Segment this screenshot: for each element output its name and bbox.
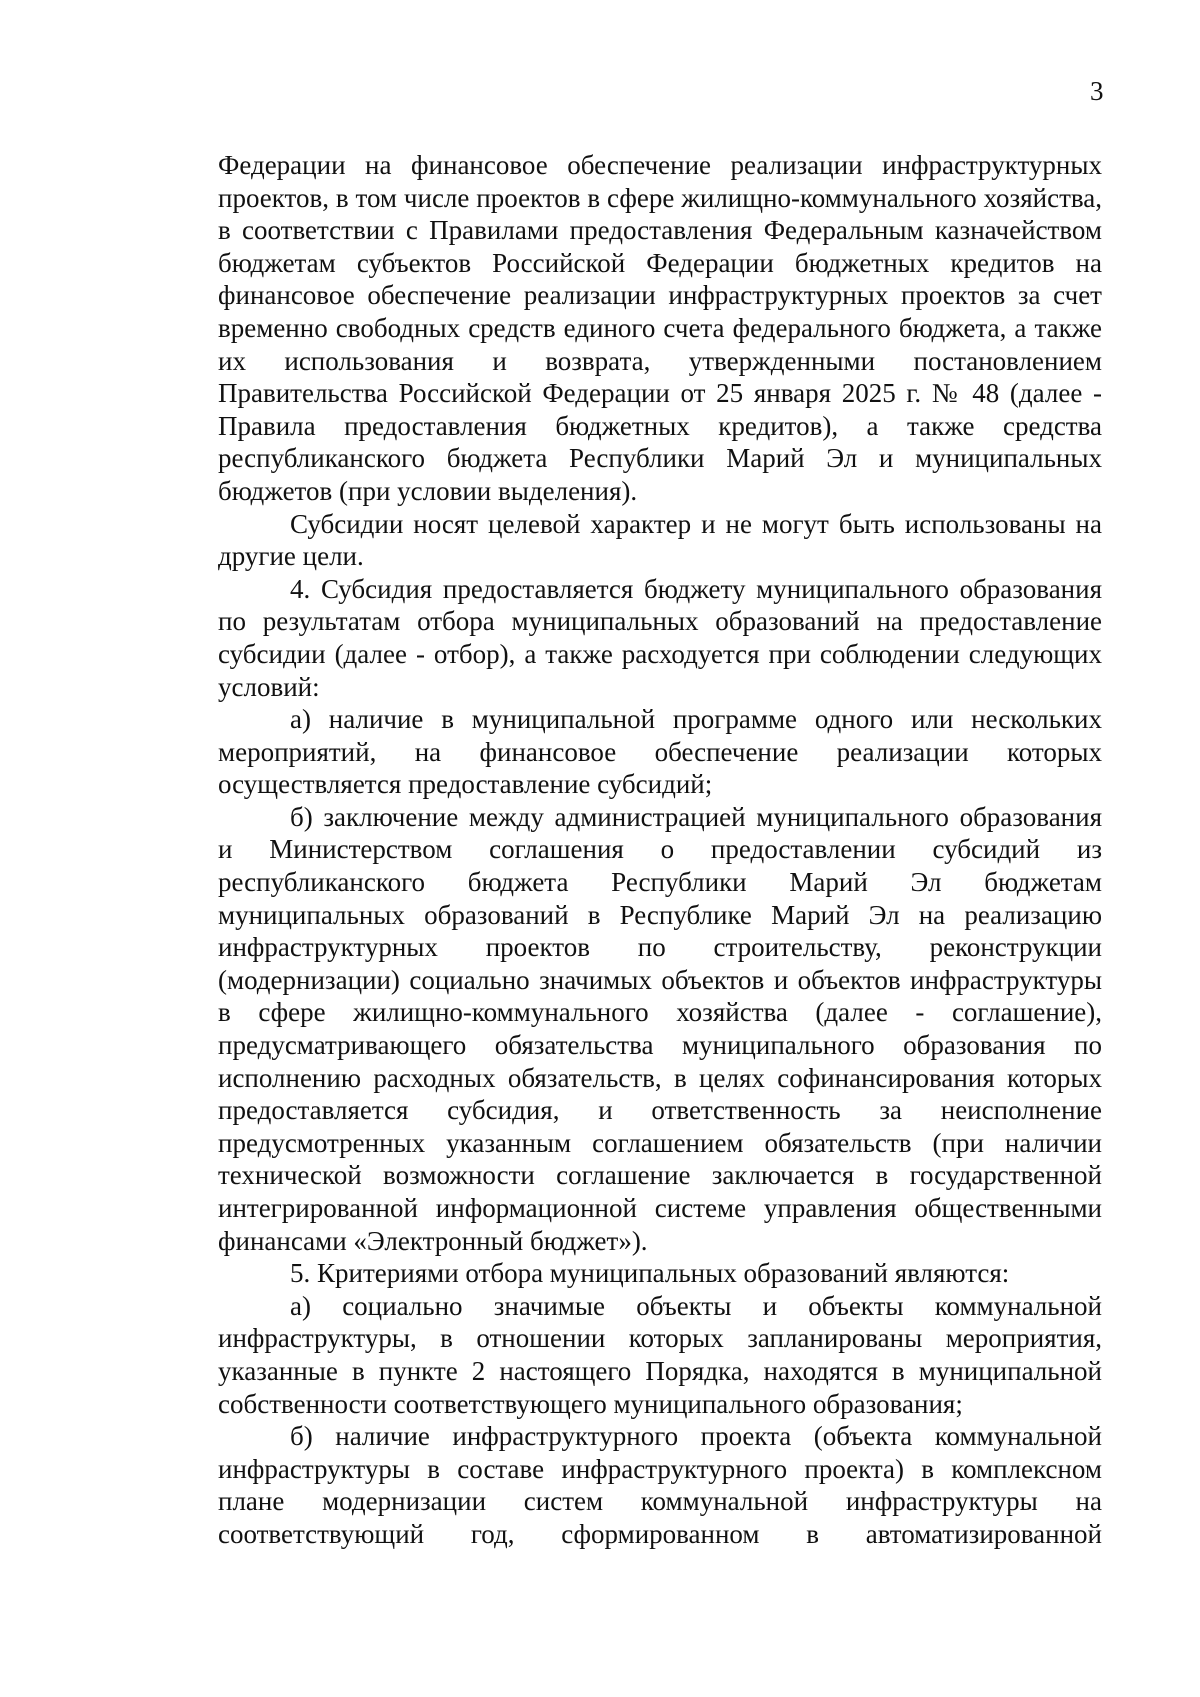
paragraph-item-4a: а) наличие в муниципальной программе одного или нескольких мероприятий, на финансовое обеспечение реализации которых осуществляется предоставление субсидий;	[218, 704, 1102, 800]
paragraph-item-5: 5. Критериями отбора муниципальных образований являются:	[290, 1258, 1010, 1289]
paragraph-item-5a: а) социально значимые объекты и объекты коммунальной инфраструктуры, в отношении которых запланированы мероприятия, указанные в пункте 2 настоящего Порядка, находятся в муниципальной собственности соответствующего муниципального образования;	[218, 1290, 1102, 1419]
paragraph-continuation: Федерации на финансовое обеспечение реализации инфраструктурных проектов, в том числе проектов в сфере жилищно-коммунального хозяйства, в соответствии с Правилами предоставления Федеральным казначейством бюджетам субъектов Российской Федерации бюджетных кредитов на финансовое обеспечение реализации инфраструктурных проектов за счет временно свободных средств единого счета федерального бюджета, а также их использования и возврата, утвержденными постановлением Правительства Российской Федерации от 25 января 2025 г. № 48 (далее - Правила предоставления бюджетных кредитов), а также средства республиканского бюджета Республики Марий Эл и муниципальных бюджетов (при условии выделения).	[218, 150, 1102, 506]
paragraph-item-4: 4. Субсидия предоставляется бюджету муниципального образования по результатам отбора муниципальных образований на предоставление субсидии (далее - отбор), а также расходуется при соблюдении следующих условий:	[218, 573, 1102, 702]
paragraph-subsidy-purpose: Субсидии носят целевой характер и не могут быть использованы на другие цели.	[218, 508, 1102, 572]
paragraph-item-4b: б) заключение между администрацией муниципального образования и Министерством соглашения о предоставлении субсидий из республиканского бюджета Республики Марий Эл бюджетам муниципальных образований в Республике Марий Эл на реализацию инфраструктурных проектов по строительству, реконструкции (модернизации) социально значимых объектов и объектов инфраструктуры в сфере жилищно-коммунального хозяйства (далее - соглашение), предусматривающего обязательства муниципального образования по исполнению расходных обязательств, в целях софинансирования которых предоставляется субсидия, и ответственность за неисполнение предусмотренных указанным соглашением обязательств (при наличии технической возможности соглашение заключается в государственной интегрированной информационной системе управления общественными финансами «Электронный бюджет»).	[218, 801, 1102, 1256]
document-body	[218, 149, 1102, 1551]
page-number: 3	[1090, 76, 1104, 106]
paragraph-item-5b: б) наличие инфраструктурного проекта (объекта коммунальной инфраструктуры в составе инфраструктурного проекта) в комплексном плане модернизации систем коммунальной инфраструктуры на соответствующий год, сформированном в автоматизированной	[218, 1421, 1102, 1549]
